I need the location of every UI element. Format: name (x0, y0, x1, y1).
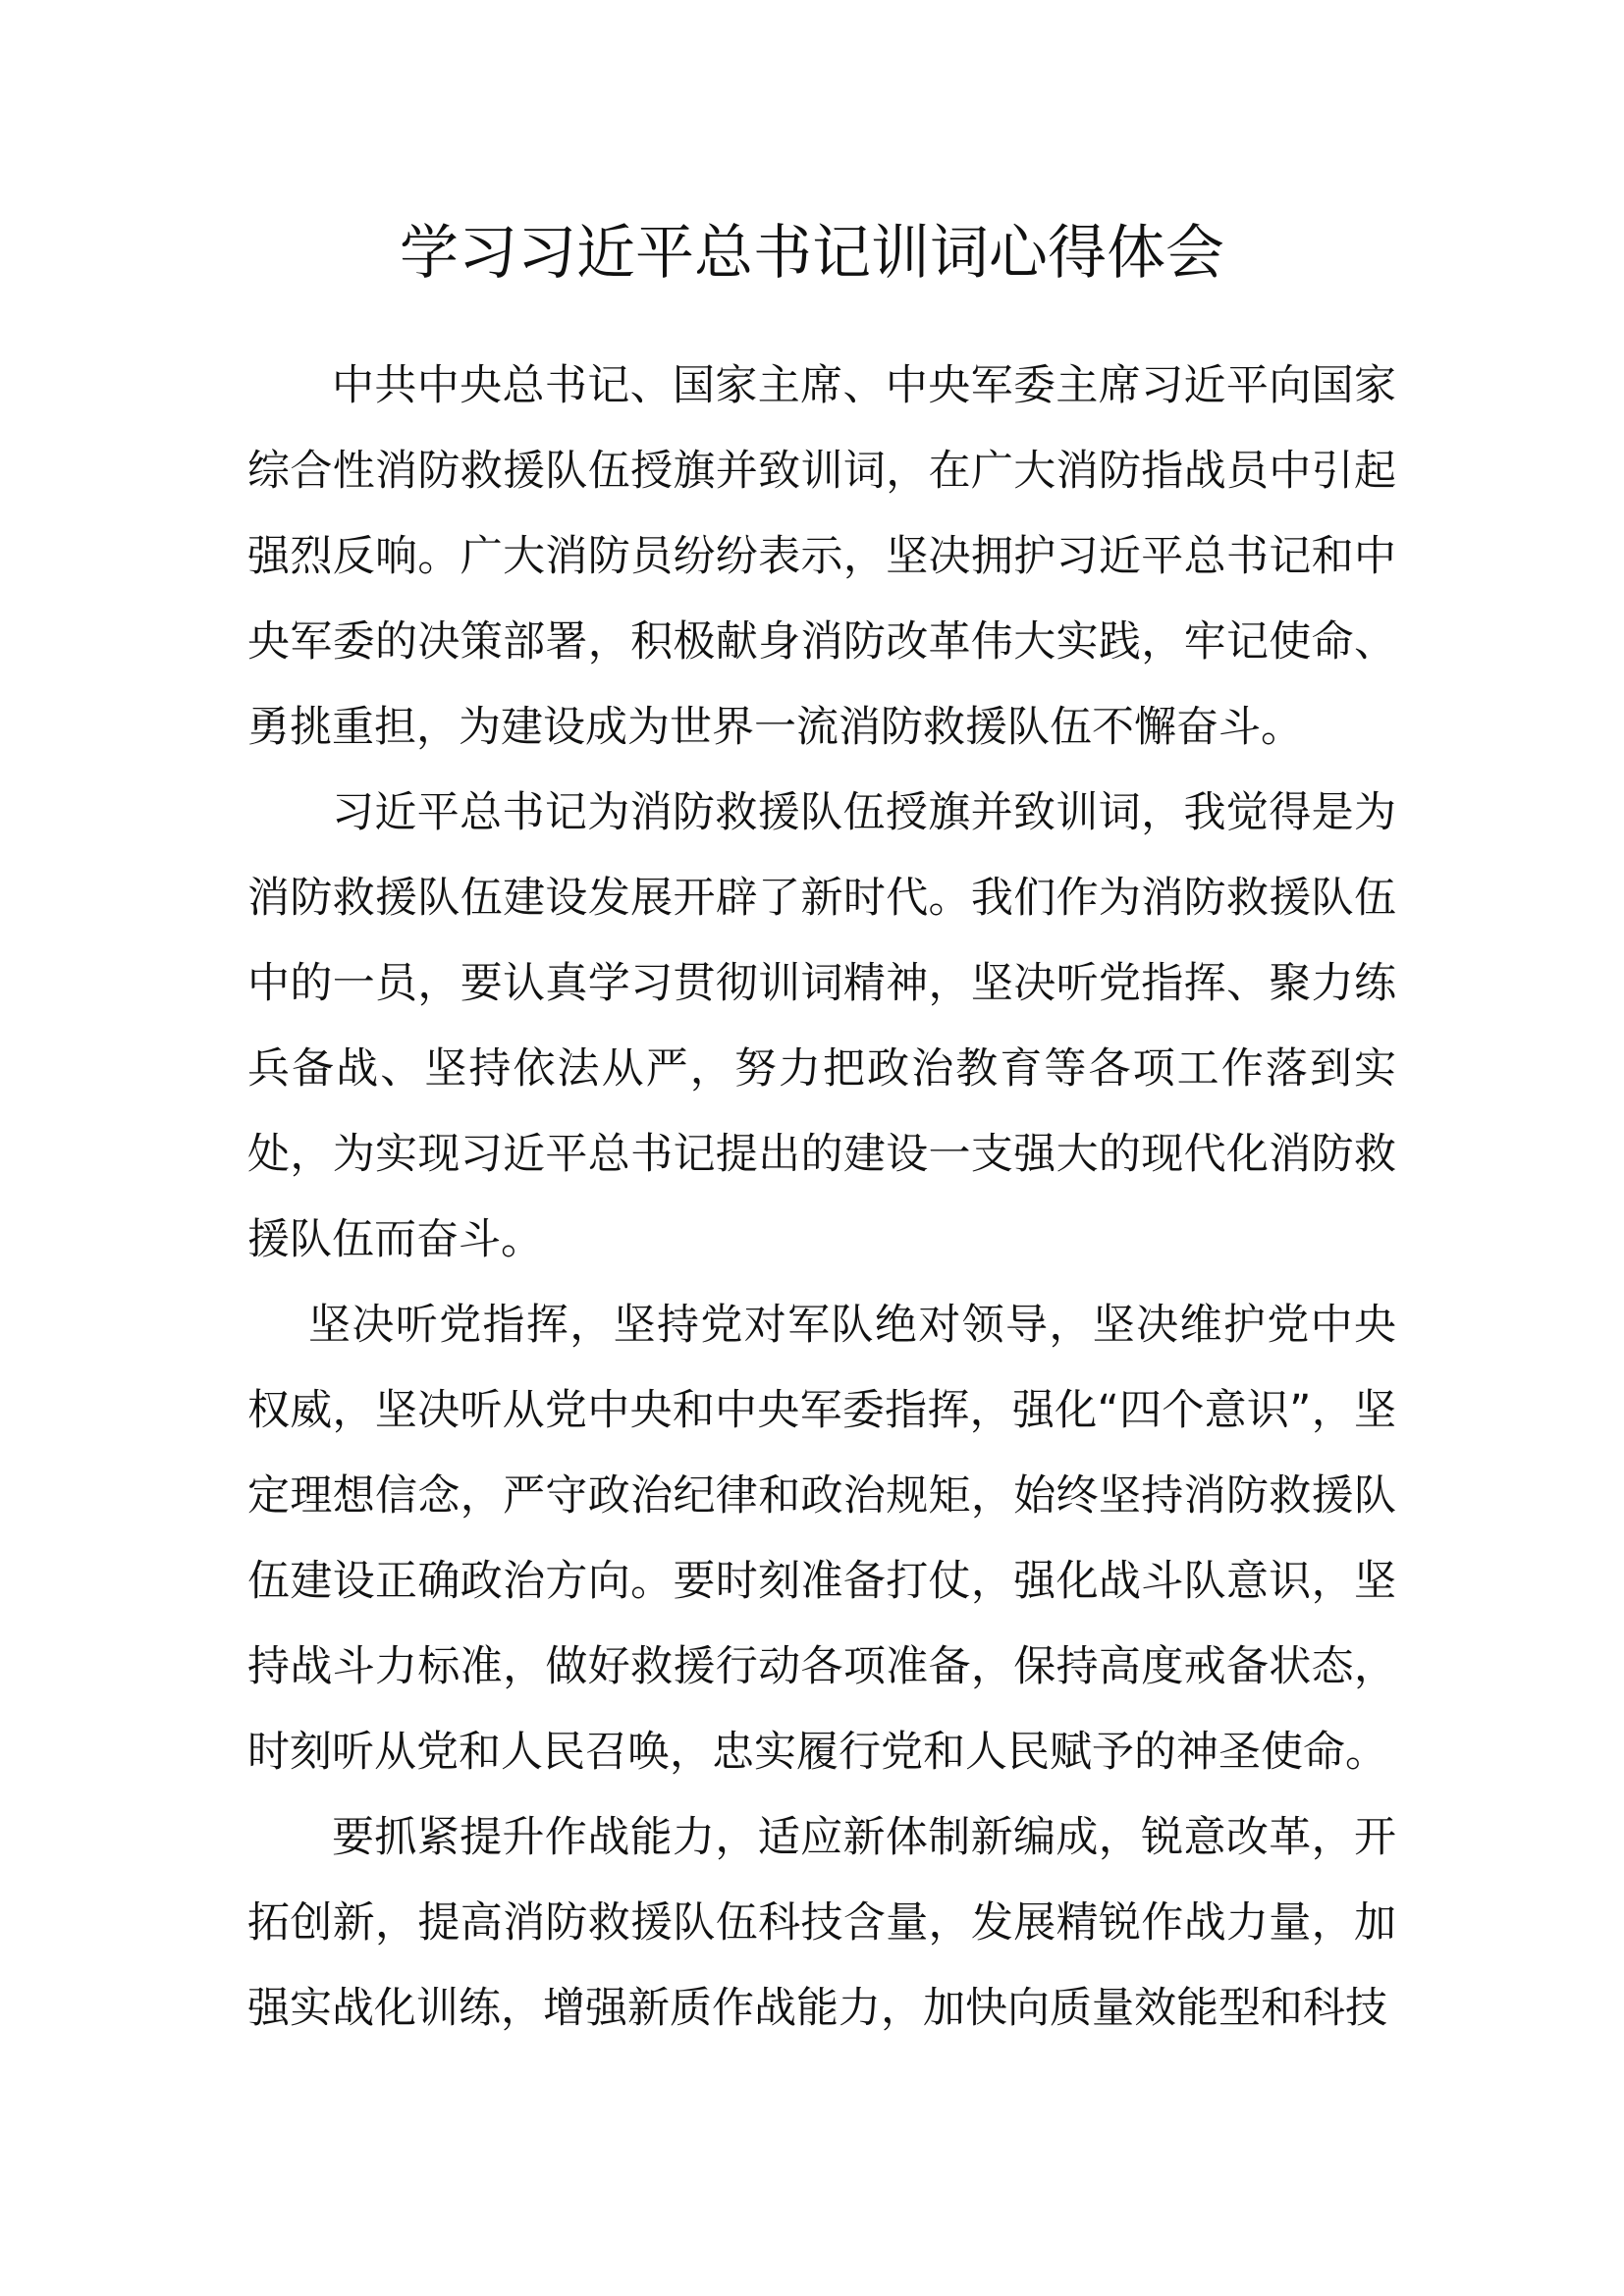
paragraph-1: 中共中央总书记、国家主席、中央军委主席习近平向国家综合性消防救援队伍授旗并致训词，在广大消防指战员中引起强烈反响。广大消防员纷纷表示，坚决拥护习近平总书记和中央军委的决策部署，积极献身消防改革伟大实践，牢记使命、勇挑重担，为建设成为世界一流消防救援队伍不懈奋斗。 (247, 361, 1396, 752)
paragraph-2: 习近平总书记为消防救援队伍授旗并致训词，我觉得是为消防救援队伍建设发展开辟了新时代。我们作为消防救援队伍中的一员，要认真学习贯彻训词精神，坚决听党指挥、聚力练兵备战、坚持依法从严，努力把政治教育等各项工作落到实处，为实现习近平总书记提出的建设一支强大的现代化消防救援队伍而奋斗。 (247, 788, 1396, 1264)
paragraph-4: 要抓紧提升作战能力，适应新体制新编成，锐意改革，开拓创新，提高消防救援队伍科技含量，发展精锐作战力量，加强实战化训练，增强新质作战能力，加快向质量效能型和科技 (247, 1813, 1396, 2033)
document-body (247, 344, 1396, 2052)
paragraph-3: 坚决听党指挥，坚持党对军队绝对领导，坚决维护党中央权威，坚决听从党中央和中央军委指挥，强化“四个意识”，坚定理想信念，严守政治纪律和政治规矩，始终坚持消防救援队伍建设正确政治方向。要时刻准备打仗，强化战斗队意识，坚持战斗力标准，做好救援行动各项准备，保持高度戒备状态，时刻听从党和人民召唤，忠实履行党和人民赋予的神圣使命。 (247, 1301, 1396, 1777)
document-title: 学习习近平总书记训词心得体会 (400, 219, 1224, 288)
